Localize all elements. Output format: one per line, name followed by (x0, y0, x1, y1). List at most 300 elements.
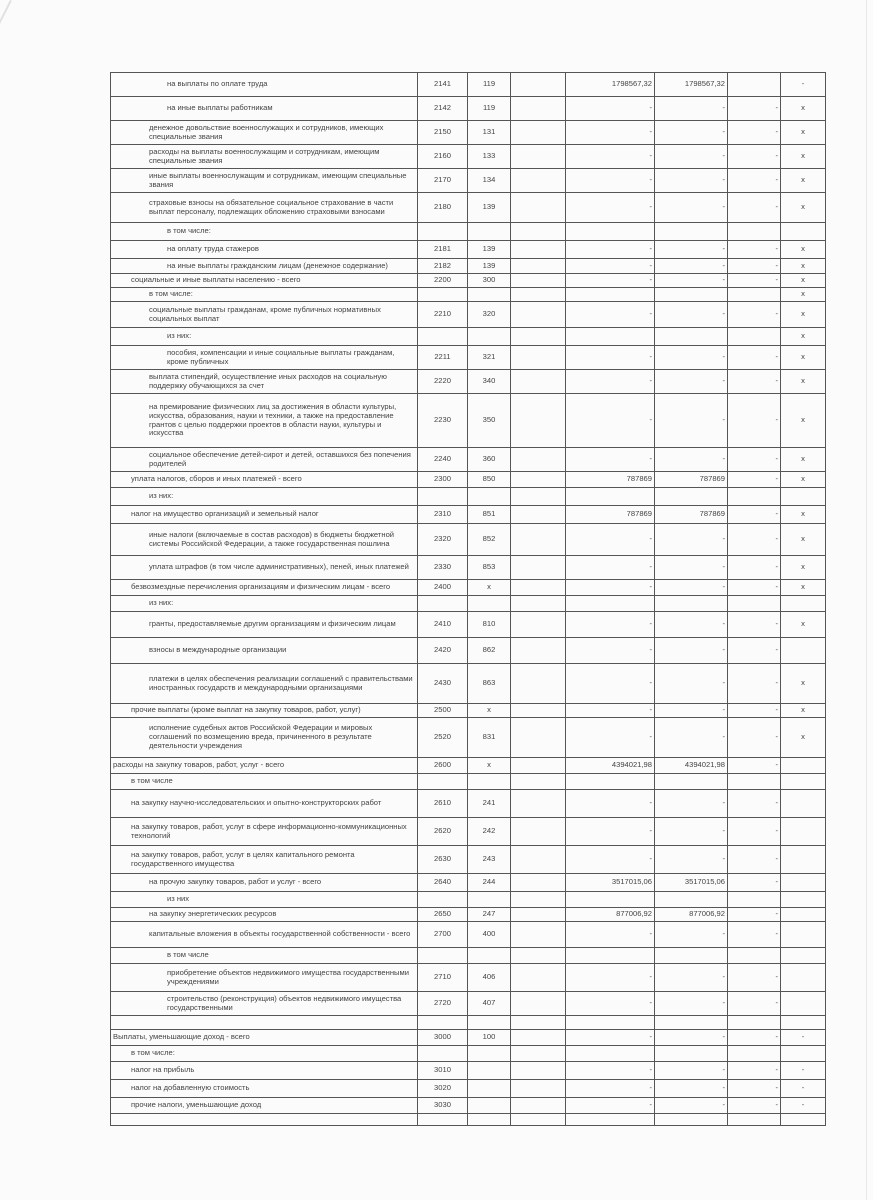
row-code (418, 488, 468, 506)
row-kosgu: 407 (468, 992, 511, 1016)
row-col8: x (781, 241, 826, 259)
table-row (111, 193, 826, 223)
row-col7: - (728, 908, 781, 922)
row-name: на премирование физических лиц за достижения в области культуры, искусства, образования, науки и техники, а также на предоставление грантов с целью поддержки проектов в области науки, культуры и искусства (111, 394, 418, 448)
row-col6: - (655, 556, 728, 580)
row-col7: - (728, 394, 781, 448)
row-col7 (728, 948, 781, 964)
row-name: налог на добавленную стоимость (111, 1080, 418, 1098)
row-col6: - (655, 846, 728, 874)
row-name: уплата налогов, сборов и иных платежей - всего (111, 472, 418, 488)
row-col5: - (566, 580, 655, 596)
row-col5: - (566, 302, 655, 328)
row-col7: - (728, 302, 781, 328)
row-name (111, 1114, 418, 1126)
row-col8 (781, 992, 826, 1016)
row-col8 (781, 892, 826, 908)
row-col7: - (728, 964, 781, 992)
row-name: выплата стипендий, осуществление иных расходов на социальную поддержку обучающихся за счет (111, 370, 418, 394)
row-col7: - (728, 448, 781, 472)
row-kosgu: 810 (468, 612, 511, 638)
row-name: социальные выплаты гражданам, кроме публичных нормативных социальных выплат (111, 302, 418, 328)
row-col5: - (566, 992, 655, 1016)
row-col7: - (728, 472, 781, 488)
row-col4 (511, 1062, 566, 1080)
row-col6: - (655, 97, 728, 121)
row-col7 (728, 892, 781, 908)
row-col7: - (728, 1030, 781, 1046)
row-name: из них (111, 892, 418, 908)
row-col5: 3517015,06 (566, 874, 655, 892)
row-kosgu (468, 774, 511, 790)
table-row (111, 638, 826, 664)
row-col6: - (655, 818, 728, 846)
row-code: 2720 (418, 992, 468, 1016)
row-col7: - (728, 992, 781, 1016)
row-col8 (781, 774, 826, 790)
row-name: на закупку энергетических ресурсов (111, 908, 418, 922)
table-row (111, 596, 826, 612)
row-col8: x (781, 718, 826, 758)
row-kosgu: 139 (468, 193, 511, 223)
row-code (418, 948, 468, 964)
row-name: приобретение объектов недвижимого имущества государственными учреждениями (111, 964, 418, 992)
row-name: в том числе: (111, 1046, 418, 1062)
row-name: налог на имущество организаций и земельный налог (111, 506, 418, 524)
table-row (111, 97, 826, 121)
row-code: 2220 (418, 370, 468, 394)
table-row (111, 472, 826, 488)
row-col5: - (566, 790, 655, 818)
row-kosgu: x (468, 704, 511, 718)
table-row (111, 612, 826, 638)
row-col6: - (655, 1062, 728, 1080)
row-col5: - (566, 448, 655, 472)
row-code: 2420 (418, 638, 468, 664)
table-row (111, 288, 826, 302)
row-col4 (511, 758, 566, 774)
row-kosgu: 133 (468, 145, 511, 169)
row-kosgu: 119 (468, 73, 511, 97)
row-code: 2520 (418, 718, 468, 758)
row-col5: - (566, 846, 655, 874)
row-col5: - (566, 193, 655, 223)
row-col6 (655, 1114, 728, 1126)
row-kosgu (468, 596, 511, 612)
row-col7: - (728, 145, 781, 169)
row-name: на закупку товаров, работ, услуг в целях капитального ремонта государственного имущества (111, 846, 418, 874)
row-col6 (655, 774, 728, 790)
row-col4 (511, 556, 566, 580)
row-col5: 4394021,98 (566, 758, 655, 774)
row-name: пособия, компенсации и иные социальные выплаты гражданам, кроме публичных (111, 346, 418, 370)
row-col4 (511, 472, 566, 488)
row-name: на выплаты по оплате труда (111, 73, 418, 97)
row-code: 2200 (418, 274, 468, 288)
row-col5 (566, 223, 655, 241)
row-kosgu: 131 (468, 121, 511, 145)
row-name: иные налоги (включаемые в состав расходов) в бюджеты бюджетной системы Российской Федерации, а также государственная пошлина (111, 524, 418, 556)
table-row (111, 448, 826, 472)
row-col8: x (781, 506, 826, 524)
row-code: 3020 (418, 1080, 468, 1098)
row-col6: - (655, 169, 728, 193)
row-kosgu: 321 (468, 346, 511, 370)
table-row (111, 241, 826, 259)
row-col8: - (781, 1062, 826, 1080)
row-col6: - (655, 274, 728, 288)
row-col5 (566, 892, 655, 908)
row-col8 (781, 922, 826, 948)
row-col6: - (655, 370, 728, 394)
row-col4 (511, 638, 566, 664)
row-col4 (511, 288, 566, 302)
row-col8 (781, 638, 826, 664)
row-col6: - (655, 964, 728, 992)
row-code (418, 288, 468, 302)
row-col7 (728, 488, 781, 506)
row-code (418, 223, 468, 241)
row-col4 (511, 1098, 566, 1114)
row-col7: - (728, 790, 781, 818)
row-col8: x (781, 448, 826, 472)
row-kosgu (468, 1114, 511, 1126)
row-col5: - (566, 370, 655, 394)
row-code: 2170 (418, 169, 468, 193)
row-col8 (781, 1114, 826, 1126)
table-row (111, 259, 826, 274)
row-col5: 787869 (566, 506, 655, 524)
row-col8: x (781, 121, 826, 145)
row-col8 (781, 846, 826, 874)
row-col5: - (566, 524, 655, 556)
row-col7: - (728, 758, 781, 774)
table-row (111, 370, 826, 394)
row-col4 (511, 346, 566, 370)
row-name: платежи в целях обеспечения реализации соглашений с правительствами иностранных государств и международными организациями (111, 664, 418, 704)
row-name: из них: (111, 328, 418, 346)
row-kosgu: 139 (468, 259, 511, 274)
row-code: 2410 (418, 612, 468, 638)
row-col7: - (728, 506, 781, 524)
row-code (418, 328, 468, 346)
row-kosgu: x (468, 758, 511, 774)
row-code (418, 1114, 468, 1126)
row-col6: 4394021,98 (655, 758, 728, 774)
row-name: на закупку товаров, работ, услуг в сфере информационно-коммуникационных технологий (111, 818, 418, 846)
row-col8 (781, 758, 826, 774)
row-kosgu: 851 (468, 506, 511, 524)
row-col5: 1798567,32 (566, 73, 655, 97)
row-kosgu (468, 892, 511, 908)
row-col7: - (728, 241, 781, 259)
row-col8: x (781, 288, 826, 302)
row-name: из них: (111, 596, 418, 612)
table-row (111, 892, 826, 908)
row-col7 (728, 288, 781, 302)
row-code: 2610 (418, 790, 468, 818)
row-kosgu: 320 (468, 302, 511, 328)
table-row (111, 1062, 826, 1080)
row-col7: - (728, 664, 781, 704)
row-col4 (511, 448, 566, 472)
row-col6 (655, 948, 728, 964)
row-col4 (511, 506, 566, 524)
row-col7: - (728, 922, 781, 948)
row-col4 (511, 193, 566, 223)
row-code: 2640 (418, 874, 468, 892)
table-row (111, 1114, 826, 1126)
row-code: 2700 (418, 922, 468, 948)
table-row (111, 790, 826, 818)
row-col7: - (728, 1062, 781, 1080)
row-col6: 787869 (655, 472, 728, 488)
row-col6: - (655, 121, 728, 145)
row-col7: - (728, 874, 781, 892)
row-col4 (511, 892, 566, 908)
row-col7: - (728, 580, 781, 596)
row-col6: 3517015,06 (655, 874, 728, 892)
row-col6 (655, 596, 728, 612)
row-col6: 1798567,32 (655, 73, 728, 97)
table-row (111, 302, 826, 328)
row-col6: - (655, 790, 728, 818)
row-name: налог на прибыль (111, 1062, 418, 1080)
row-kosgu: 300 (468, 274, 511, 288)
row-col8 (781, 948, 826, 964)
row-col8 (781, 1016, 826, 1030)
scan-artifact (0, 0, 12, 215)
row-col5 (566, 328, 655, 346)
row-col5 (566, 1114, 655, 1126)
row-code: 2330 (418, 556, 468, 580)
row-col8: - (781, 73, 826, 97)
row-name: Выплаты, уменьшающие доход - всего (111, 1030, 418, 1046)
row-col7 (728, 73, 781, 97)
row-col7: - (728, 612, 781, 638)
row-col7: - (728, 638, 781, 664)
row-name: безвозмездные перечисления организациям и физическим лицам - всего (111, 580, 418, 596)
row-kosgu: x (468, 580, 511, 596)
table-row (111, 223, 826, 241)
row-col7: - (728, 556, 781, 580)
row-code (418, 774, 468, 790)
row-col5: - (566, 664, 655, 704)
page-edge (866, 0, 867, 1200)
row-kosgu (468, 488, 511, 506)
row-kosgu: 340 (468, 370, 511, 394)
row-col8: x (781, 302, 826, 328)
row-kosgu (468, 223, 511, 241)
row-kosgu: 400 (468, 922, 511, 948)
table-row (111, 73, 826, 97)
row-col4 (511, 818, 566, 846)
row-code: 2230 (418, 394, 468, 448)
table-row (111, 818, 826, 846)
row-code (418, 892, 468, 908)
row-col5: - (566, 1098, 655, 1114)
row-col8: x (781, 556, 826, 580)
row-col6: - (655, 346, 728, 370)
row-col7: - (728, 274, 781, 288)
row-name: из них: (111, 488, 418, 506)
row-name: социальные и иные выплаты населению - всего (111, 274, 418, 288)
row-code: 3030 (418, 1098, 468, 1114)
row-col7 (728, 1016, 781, 1030)
row-code: 2310 (418, 506, 468, 524)
row-col6: - (655, 580, 728, 596)
row-kosgu: 862 (468, 638, 511, 664)
row-col6 (655, 892, 728, 908)
row-kosgu: 100 (468, 1030, 511, 1046)
row-col7: - (728, 97, 781, 121)
row-kosgu (468, 1080, 511, 1098)
row-col5: - (566, 121, 655, 145)
row-col7: - (728, 1098, 781, 1114)
table-row (111, 718, 826, 758)
row-col4 (511, 948, 566, 964)
row-col6: - (655, 1030, 728, 1046)
row-col5 (566, 288, 655, 302)
row-code: 3010 (418, 1062, 468, 1080)
table-row (111, 145, 826, 169)
table-row (111, 488, 826, 506)
row-col5: - (566, 638, 655, 664)
row-col4 (511, 1114, 566, 1126)
row-code (418, 1016, 468, 1030)
row-name: на прочую закупку товаров, работ и услуг - всего (111, 874, 418, 892)
row-col7: - (728, 846, 781, 874)
row-col8: x (781, 394, 826, 448)
row-col6: - (655, 704, 728, 718)
row-col4 (511, 97, 566, 121)
row-col5: - (566, 145, 655, 169)
row-col4 (511, 964, 566, 992)
table-row (111, 524, 826, 556)
expenses-table (110, 72, 826, 1126)
row-col8 (781, 223, 826, 241)
row-kosgu: 406 (468, 964, 511, 992)
row-col8: x (781, 370, 826, 394)
row-kosgu: 853 (468, 556, 511, 580)
row-kosgu (468, 1062, 511, 1080)
row-col8: x (781, 193, 826, 223)
row-col6 (655, 223, 728, 241)
row-kosgu: 243 (468, 846, 511, 874)
row-col8 (781, 488, 826, 506)
row-col5: - (566, 1062, 655, 1080)
row-col8 (781, 874, 826, 892)
row-code: 2181 (418, 241, 468, 259)
row-col5: 877006,92 (566, 908, 655, 922)
row-col5: - (566, 718, 655, 758)
row-name: денежное довольствие военнослужащих и сотрудников, имеющих специальные звания (111, 121, 418, 145)
table-row (111, 1098, 826, 1114)
row-code: 2500 (418, 704, 468, 718)
row-col8: x (781, 664, 826, 704)
row-code: 2142 (418, 97, 468, 121)
row-name: строительство (реконструкция) объектов недвижимого имущества государственными (111, 992, 418, 1016)
row-col5: - (566, 241, 655, 259)
row-col5: - (566, 556, 655, 580)
row-code: 2620 (418, 818, 468, 846)
row-name: страховые взносы на обязательное социальное страхование в части выплат персоналу, подлежащих обложению страховыми взносами (111, 193, 418, 223)
row-col6: - (655, 612, 728, 638)
row-col4 (511, 73, 566, 97)
row-col5: - (566, 169, 655, 193)
row-col7: - (728, 346, 781, 370)
row-col8: x (781, 274, 826, 288)
row-kosgu: 863 (468, 664, 511, 704)
row-code: 2182 (418, 259, 468, 274)
row-col6: - (655, 524, 728, 556)
row-name: прочие налоги, уменьшающие доход (111, 1098, 418, 1114)
row-col5: - (566, 1030, 655, 1046)
row-col4 (511, 259, 566, 274)
row-col8: - (781, 1030, 826, 1046)
row-code: 2400 (418, 580, 468, 596)
row-col4 (511, 846, 566, 874)
row-col5 (566, 596, 655, 612)
row-name: на иные выплаты работникам (111, 97, 418, 121)
row-kosgu (468, 328, 511, 346)
row-name: в том числе: (111, 223, 418, 241)
row-code: 2300 (418, 472, 468, 488)
row-col5 (566, 1016, 655, 1030)
row-col4 (511, 145, 566, 169)
row-col6: - (655, 259, 728, 274)
row-col4 (511, 704, 566, 718)
table-row (111, 908, 826, 922)
row-col4 (511, 223, 566, 241)
expenses-table-body (111, 73, 826, 1126)
row-name: на закупку научно-исследовательских и опытно-конструкторских работ (111, 790, 418, 818)
row-code: 2430 (418, 664, 468, 704)
row-col8: x (781, 259, 826, 274)
row-col5: - (566, 612, 655, 638)
row-name: иные выплаты военнослужащим и сотрудникам, имеющим специальные звания (111, 169, 418, 193)
row-col7 (728, 1046, 781, 1062)
row-col8: x (781, 97, 826, 121)
row-name: в том числе (111, 774, 418, 790)
row-code: 2650 (418, 908, 468, 922)
row-col5 (566, 948, 655, 964)
row-col4 (511, 1046, 566, 1062)
row-code: 2630 (418, 846, 468, 874)
row-code: 2710 (418, 964, 468, 992)
row-col4 (511, 328, 566, 346)
row-col7: - (728, 259, 781, 274)
table-row (111, 846, 826, 874)
row-col4 (511, 580, 566, 596)
table-row (111, 1030, 826, 1046)
row-kosgu: 139 (468, 241, 511, 259)
row-kosgu (468, 1098, 511, 1114)
row-col6: - (655, 193, 728, 223)
table-row (111, 346, 826, 370)
row-col4 (511, 992, 566, 1016)
row-col6: - (655, 638, 728, 664)
row-name: капитальные вложения в объекты государственной собственности - всего (111, 922, 418, 948)
row-kosgu: 134 (468, 169, 511, 193)
row-col4 (511, 169, 566, 193)
row-col7: - (728, 193, 781, 223)
table-row (111, 580, 826, 596)
row-col5: - (566, 818, 655, 846)
row-col4 (511, 302, 566, 328)
row-col5 (566, 774, 655, 790)
row-col4 (511, 790, 566, 818)
